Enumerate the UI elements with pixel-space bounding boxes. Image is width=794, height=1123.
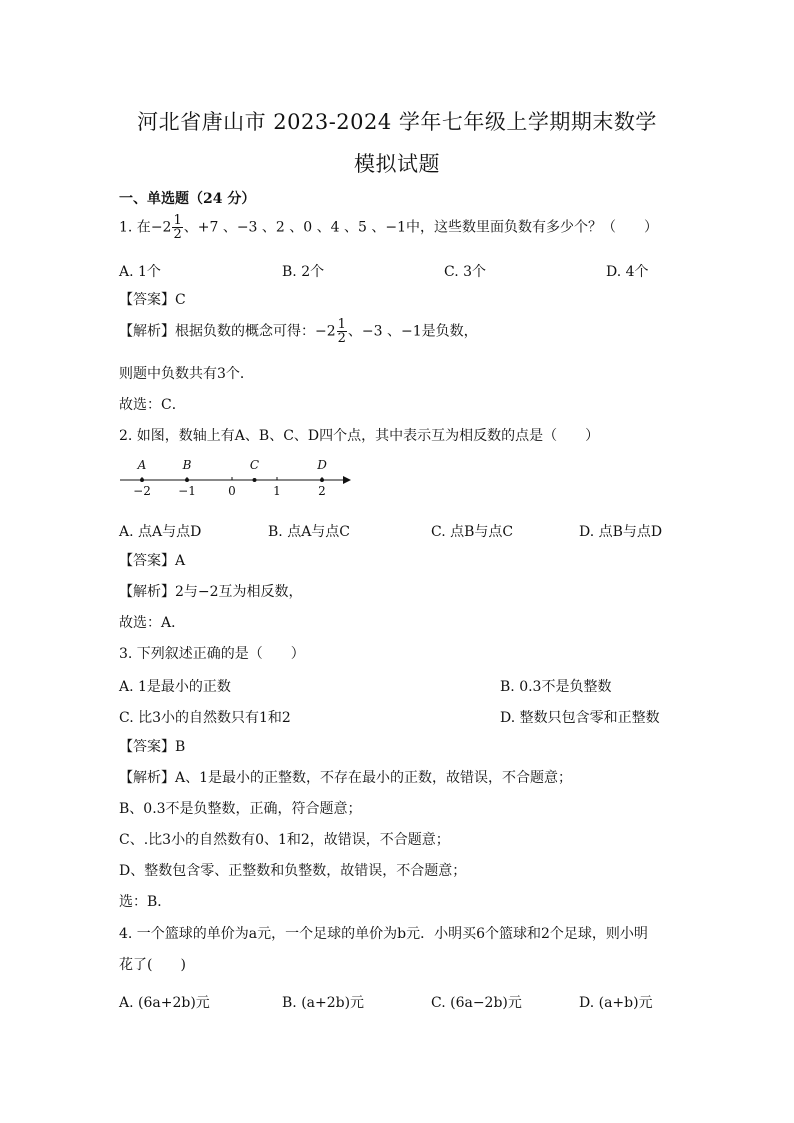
question-4-stem-line2: 花了( ): [119, 957, 186, 973]
q1-prefix: 1. 在: [119, 219, 151, 236]
number-line-point-label: A: [137, 458, 147, 472]
q3-analysis-line4: D、整数包含零、正整数和负整数，故错误，不合题意；: [119, 863, 467, 879]
q1-analysis-rest: 、−3 、−1是负数，: [347, 323, 478, 340]
number-line-figure: [117, 452, 357, 504]
q3-option-c: C. 比3小的自然数只有1和2: [119, 710, 291, 726]
q3-option-b: B. 0.3不是负整数: [500, 679, 612, 695]
number-line-tick-label: −1: [178, 484, 196, 498]
q1-analysis-prefix: 【解析】根据负数的概念可得：: [119, 323, 315, 340]
q4-option-c: C. (6a−2b)元: [431, 995, 522, 1011]
question-4-stem-line1: 4. 一个篮球的单价为a元，一个足球的单价为b元．小明买6个篮球和2个足球，则小明: [119, 926, 648, 942]
number-line-point-label: B: [182, 458, 192, 472]
q1-analysis-fraction: [337, 318, 347, 345]
exam-title: 河北省唐山市 2023-2024 学年七年级上学期期末数学: [137, 110, 657, 134]
q1-analysis-line3: 故选：C．: [119, 397, 186, 413]
q1-analysis-line2: 则题中负数共有3个．: [119, 366, 254, 382]
q3-analysis-line2: B、0.3不是负整数，正确，符合题意；: [119, 801, 362, 817]
q2-analysis-line2: 故选：A．: [119, 615, 186, 631]
number-line-arrow: [343, 476, 351, 484]
question-2-stem: 2. 如图，数轴上有A、B、C、D四个点，其中表示互为相反数的点是（ ）: [119, 428, 600, 444]
q4-option-a: A. (6a+2b)元: [119, 995, 210, 1011]
q1-whole: −2: [150, 219, 172, 236]
q3-analysis-line1: 【解析】A、1是最小的正整数，不存在最小的正数，故错误，不合题意；: [119, 770, 573, 786]
q2-answer: 【答案】A: [119, 553, 186, 569]
question-1-stem: [119, 214, 658, 241]
q3-option-a: A. 1是最小的正数: [119, 679, 231, 695]
number-line-tick-label: 2: [318, 484, 326, 498]
q1-fraction-denominator: 2: [173, 227, 182, 242]
q1-option-b: B. 2个: [282, 264, 325, 280]
number-line-point: [253, 478, 257, 482]
q2-option-b: B. 点A与点C: [268, 524, 351, 540]
q4-option-b: B. (a+2b)元: [282, 995, 365, 1011]
q1-fraction: [172, 214, 182, 241]
number-line-tick-label: −2: [133, 484, 151, 498]
q3-answer: 【答案】B: [119, 739, 186, 755]
q4-option-d: D. (a+b)元: [579, 995, 653, 1011]
q1-option-a: A. 1个: [119, 264, 161, 280]
q1-fraction-numerator: 1: [173, 213, 182, 228]
q1-analysis-denominator: 2: [337, 331, 346, 346]
number-line-point: [185, 478, 189, 482]
question-3-stem: 3. 下列叙述正确的是（ ）: [119, 646, 305, 662]
q2-option-d: D. 点B与点D: [579, 524, 663, 540]
q2-option-c: C. 点B与点C: [431, 524, 514, 540]
section-heading: 一、单选题（24 分）: [119, 191, 256, 207]
q3-option-d: D. 整数只包含零和正整数: [500, 710, 660, 726]
q1-option-c: C. 3个: [444, 264, 487, 280]
q1-answer: 【答案】C: [119, 292, 186, 308]
number-line-point-label: D: [317, 458, 327, 472]
q3-analysis-line5: 选：B．: [119, 894, 172, 910]
number-line-point: [140, 478, 144, 482]
exam-subtitle: 模拟试题: [354, 152, 440, 176]
q1-option-d: D. 4个: [606, 264, 649, 280]
number-line-tick-label: 1: [273, 484, 281, 498]
q1-rest: 、+7 、−3 、2 、0 、4 、5 、−1中，这些数里面负数有多少个？（ ）: [183, 219, 658, 236]
q3-analysis-line3: C、.比3小的自然数有0、1和2，故错误，不合题意；: [119, 832, 450, 848]
q2-option-a: A. 点A与点D: [119, 524, 202, 540]
number-line-point-label: C: [249, 458, 260, 472]
q1-analysis: [119, 318, 478, 345]
number-line-tick-label: 0: [228, 484, 236, 498]
q1-analysis-numerator: 1: [337, 317, 346, 332]
number-line-point: [320, 478, 324, 482]
q1-analysis-whole: −2: [315, 323, 336, 340]
q2-analysis-line1: 【解析】2与−2互为相反数，: [119, 584, 303, 600]
